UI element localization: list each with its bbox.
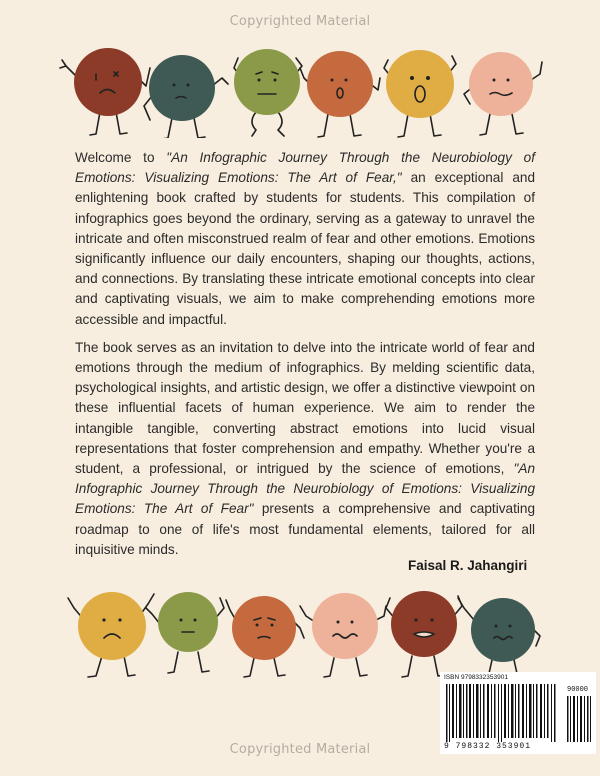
paragraph-intro xyxy=(75,148,535,330)
grimacing-rust-character xyxy=(386,591,462,677)
p1-lead: Welcome to xyxy=(75,150,167,165)
emotion-characters-top-row xyxy=(0,38,600,138)
author-name: Faisal R. Jahangiri xyxy=(408,558,528,573)
nervous-teal-character xyxy=(458,598,540,679)
shocked-mustard-character xyxy=(384,50,456,137)
p1-book-title: "An Infographic Journey Through the Neurobiology of Emotions: Visualizing Emotions: The Art of Fear," xyxy=(75,150,535,186)
price-code: 90000 xyxy=(567,686,589,694)
neutral-teal-character xyxy=(144,55,228,138)
book-description xyxy=(75,148,535,568)
frowning-orange-character xyxy=(226,596,304,677)
neutral-olive-character xyxy=(146,592,224,673)
emotion-characters-bottom-row xyxy=(0,580,600,680)
p1-body: an exceptional and enlightening book crafted by students for students. This compilation of infographics goes beyond the ordinary, serving as a gateway to unravel the intricate and often misconstrued realm of fear and other emotions. Emotions significantly influence our daily encounters, shaping our thoughts, actions, and connections. By translating these intricate emotional concepts into clear and captivating visuals, we aim to make comprehending emotions more accessible and impactful. xyxy=(75,170,536,327)
copyright-watermark-bottom: Copyrighted Material xyxy=(229,742,371,757)
wavy-peach-character xyxy=(300,593,386,677)
sad-mustard-character xyxy=(68,592,154,677)
emotion-characters-bottom-illustration xyxy=(0,580,600,680)
sad-rust-character xyxy=(60,48,150,135)
p2-body: presents a comprehensive and captivating roadmap to one of life's most fundamental elements, tailored for all inquisitive minds. xyxy=(75,501,536,557)
surprised-orange-character xyxy=(300,51,380,137)
p2-lead: The book serves as an invitation to delve into the intricate world of fear and emotions through the medium of infographics. By melding scientific data, psychological insights, and artistic design, we offer a distinctive viewpoint on these influential facets of human experience. We aim to render the intangible tangible, converting abstract emotions into lucid visual representations that foster comprehension and empathy. Whether you're a student, a professional, or intrigued by the science of emotions, xyxy=(75,339,535,477)
emotion-characters-top-illustration xyxy=(0,38,600,138)
paragraph-invitation xyxy=(75,338,535,560)
isbn-label: ISBN 9798332353901 xyxy=(444,674,508,681)
copyright-watermark-top: Copyrighted Material xyxy=(229,14,371,29)
isbn-digits: 9 798332 353901 xyxy=(444,742,532,751)
p2-book-title: "An Infographic Journey Through the Neurobiology of Emotions: Visualizing Emotions: The Art of Fear" xyxy=(75,461,535,517)
frowning-olive-character xyxy=(234,49,302,136)
worried-peach-character xyxy=(464,52,542,135)
